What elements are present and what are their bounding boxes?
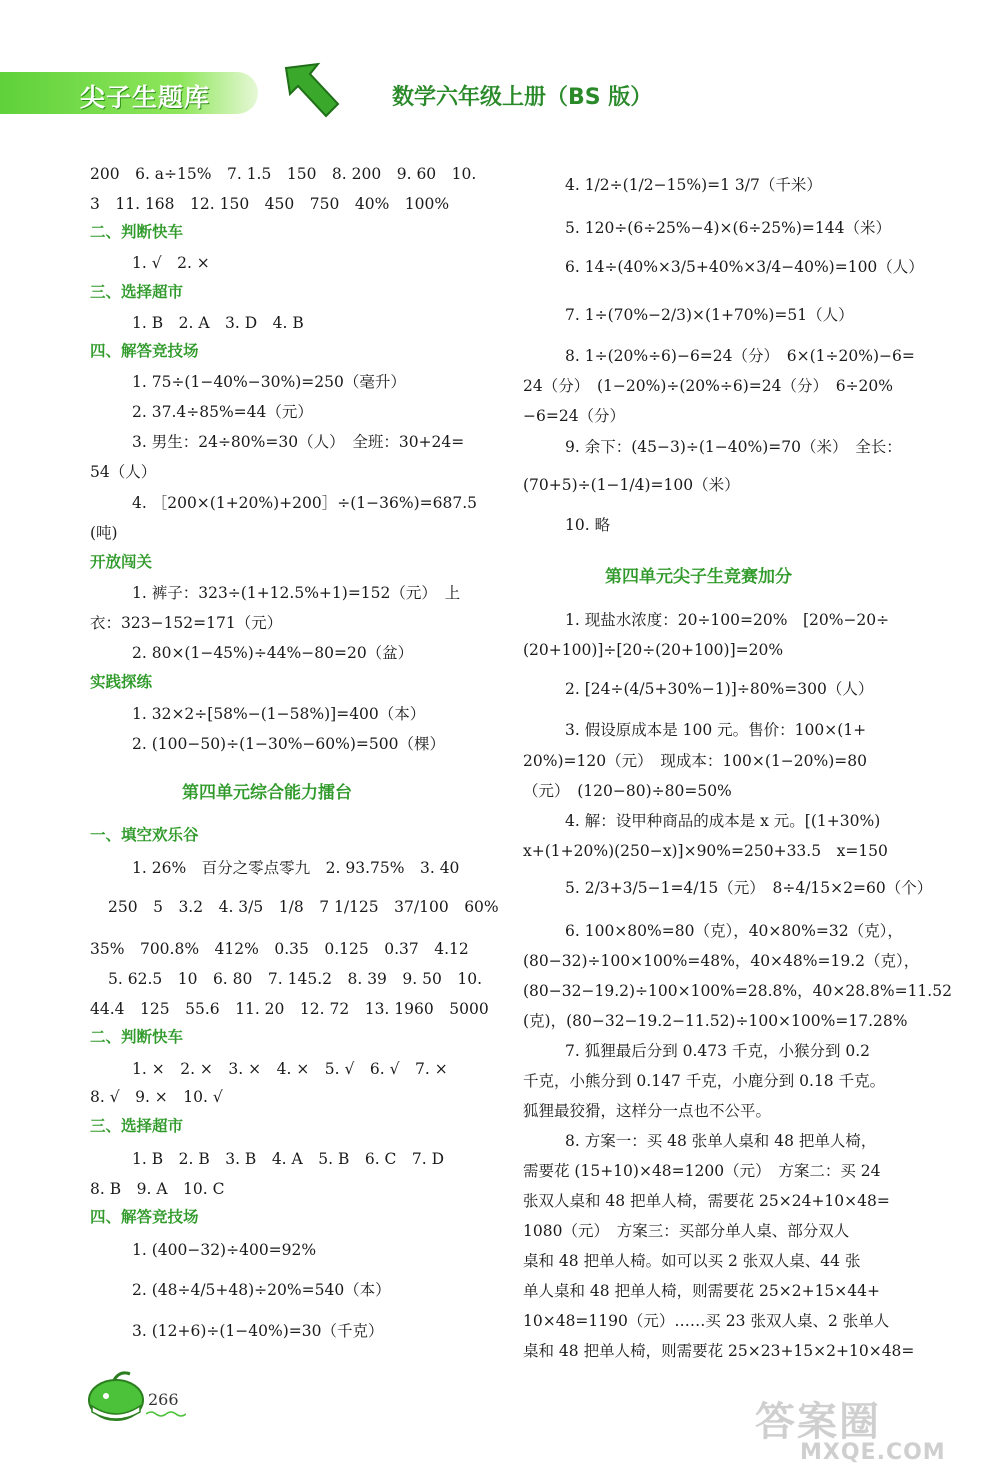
section-heading: 三、选择超市 bbox=[90, 283, 184, 301]
answer-line: （元） (120−80)÷80=50% bbox=[523, 782, 732, 800]
answer-line: 张双人桌和 48 把单人椅，需要花 25×24+10×48= bbox=[523, 1192, 890, 1210]
answer-line: 1. B 2. B 3. B 4. A 5. B 6. C 7. D bbox=[132, 1150, 445, 1168]
answer-line: 8. 方案一：买 48 张单人桌和 48 把单人椅， bbox=[565, 1132, 877, 1150]
answer-line: 4. 1/2÷(1/2−15%)=1 3/7（千米） bbox=[565, 176, 822, 194]
section-heading: 四、解答竞技场 bbox=[90, 1208, 199, 1226]
answer-line: 3. 假设原成本是 100 元。售价：100×(1+ bbox=[565, 721, 867, 739]
answer-line: 狐狸最狡猾，这样分一点也不公平。 bbox=[523, 1102, 772, 1120]
chapter-title: 第四单元尖子生竞赛加分 bbox=[605, 567, 792, 587]
answer-line: 35% 700.8% 412% 0.35 0.125 0.37 4.12 bbox=[90, 940, 469, 958]
answer-line: 10×48=1190（元）……买 23 张双人桌、2 张单人 bbox=[523, 1312, 890, 1330]
answer-line: 9. 余下：(45−3)÷(1−40%)=70（米） 全长： bbox=[565, 438, 902, 456]
brand-label: 尖子生题库 bbox=[80, 83, 211, 112]
answer-line: (20+100)]÷[20÷(20+100)]=20% bbox=[523, 641, 784, 659]
chapter-title: 第四单元综合能力擂台 bbox=[182, 783, 352, 803]
answer-line: 1. (400−32)÷400=92% bbox=[132, 1241, 317, 1259]
answer-line: 2. 37.4÷85%=44（元） bbox=[132, 403, 313, 421]
answer-line: 7. 狐狸最后分到 0.473 千克，小猴分到 0.2 bbox=[565, 1042, 871, 1060]
answer-line: 4. 解：设甲种商品的成本是 x 元。[(1+30%) bbox=[565, 812, 881, 830]
answer-line: 衣：323−152=171（元） bbox=[90, 614, 283, 632]
wave-icon bbox=[146, 1410, 186, 1418]
answer-line: 5. 62.5 10 6. 80 7. 145.2 8. 39 9. 50 10. bbox=[108, 970, 483, 988]
answer-line: 6. 14÷(40%×3/5+40%×3/4−40%)=100（人） bbox=[565, 258, 924, 276]
answer-line: 1. √ 2. × bbox=[132, 254, 210, 272]
answer-line: 1. 26% 百分之零点零九 2. 93.75% 3. 40 bbox=[132, 859, 460, 877]
answer-line: (80−32−19.2)÷100×100%=28.8%，40×28.8%=11.52 bbox=[523, 982, 952, 1000]
section-heading: 二、判断快车 bbox=[90, 1028, 184, 1046]
section-heading: 开放闯关 bbox=[90, 553, 153, 571]
answer-line: 8. 1÷(20%÷6)−6=24（分） 6×(1÷20%)−6= bbox=[565, 347, 915, 365]
section-heading: 二、判断快车 bbox=[90, 223, 184, 241]
answer-line: −6=24（分） bbox=[523, 407, 626, 425]
answer-line: 7. 1÷(70%−2/3)×(1+70%)=51（人） bbox=[565, 306, 854, 324]
section-heading: 一、填空欢乐谷 bbox=[90, 826, 199, 844]
answer-line: 20%)=120（元） 现成本：100×(1−20%)=80 bbox=[523, 752, 867, 770]
section-heading: 三、选择超市 bbox=[90, 1117, 184, 1135]
answer-line: 3. 男生：24÷80%=30（人） 全班：30+24= bbox=[132, 433, 465, 451]
answer-line: 3 11. 168 12. 150 450 750 40% 100% bbox=[90, 195, 450, 213]
answer-line: 6. 100×80%=80（克），40×80%=32（克）， bbox=[565, 922, 903, 940]
answer-line: 54（人） bbox=[90, 463, 157, 481]
answer-line: (80−32)÷100×100%=48%，40×48%=19.2（克）， bbox=[523, 952, 920, 970]
answer-line: 2. [24÷(4/5+30%−1)]÷80%=300（人） bbox=[565, 680, 874, 698]
arrow-icon bbox=[282, 62, 342, 118]
answer-line: 24（分） (1−20%)÷(20%÷6)=24（分） 6÷20% bbox=[523, 377, 894, 395]
mascot-icon bbox=[86, 1368, 152, 1424]
answer-line: 桌和 48 把单人椅，则需要花 25×23+15×2+10×48= bbox=[523, 1342, 915, 1360]
answer-line: (吨) bbox=[90, 524, 118, 542]
watermark: 答案圈 bbox=[755, 1399, 881, 1445]
answer-line: 单人桌和 48 把单人椅，则需要花 25×2+15×44+ bbox=[523, 1282, 880, 1300]
page-number: 266 bbox=[148, 1390, 179, 1409]
answer-line: 1. 32×2÷[58%−(1−58%)]=400（本） bbox=[132, 705, 426, 723]
answer-line: 桌和 48 把单人椅。如可以买 2 张双人桌、44 张 bbox=[523, 1252, 861, 1270]
answer-line: 44.4 125 55.6 11. 20 12. 72 13. 1960 5000 bbox=[90, 1000, 489, 1018]
answer-line: 1. 75÷(1−40%−30%)=250（毫升） bbox=[132, 373, 406, 391]
answer-line: 2. (100−50)÷(1−30%−60%)=500（棵） bbox=[132, 735, 445, 753]
section-heading: 实践探练 bbox=[90, 673, 153, 691]
answer-line: 200 6. a÷15% 7. 1.5 150 8. 200 9. 60 10. bbox=[90, 165, 477, 183]
answer-line: 5. 2/3+3/5−1=4/15（元） 8÷4/15×2=60（个） bbox=[565, 879, 933, 897]
answer-line: 1. 现盐水浓度：20÷100=20% [20%−20÷ bbox=[565, 611, 890, 629]
answer-line: 10. 略 bbox=[565, 516, 611, 534]
answer-line: 3. (12+6)÷(1−40%)=30（千克） bbox=[132, 1322, 384, 1340]
answer-line: 5. 120÷(6÷25%−4)×(6÷25%)=144（米） bbox=[565, 219, 891, 237]
brand-tag bbox=[0, 72, 258, 114]
answer-line: x+(1+20%)(250−x)]×90%=250+33.5 x=150 bbox=[523, 842, 888, 860]
answer-line: (70+5)÷(1−1/4)=100（米） bbox=[523, 476, 740, 494]
answer-line: 8. B 9. A 10. C bbox=[90, 1180, 225, 1198]
book-title: 数学六年级上册（BS 版） bbox=[392, 85, 653, 110]
answer-line: 250 5 3.2 4. 3/5 1/8 7 1/125 37/100 60% bbox=[108, 898, 499, 916]
answer-line: 1. × 2. × 3. × 4. × 5. √ 6. √ 7. × bbox=[132, 1060, 448, 1078]
answer-line: 需要花 (15+10)×48=1200（元） 方案二：买 24 bbox=[523, 1162, 881, 1180]
answer-line: 1. B 2. A 3. D 4. B bbox=[132, 314, 304, 332]
answer-line: 4. ［200×(1+20%)+200］÷(1−36%)=687.5 bbox=[132, 494, 477, 512]
answer-line: (克)，(80−32−19.2−11.52)÷100×100%=17.28% bbox=[523, 1012, 908, 1030]
answer-line: 2. (48÷4/5+48)÷20%=540（本） bbox=[132, 1281, 391, 1299]
watermark-url: MXQE.COM bbox=[800, 1440, 946, 1465]
answer-line: 千克，小熊分到 0.147 千克，小鹿分到 0.18 千克。 bbox=[523, 1072, 886, 1090]
section-heading: 四、解答竞技场 bbox=[90, 342, 199, 360]
answer-line: 1. 裤子：323÷(1+12.5%+1)=152（元） 上 bbox=[132, 584, 461, 602]
answer-line: 2. 80×(1−45%)÷44%−80=20（盆） bbox=[132, 644, 414, 662]
answer-line: 1080（元） 方案三：买部分单人桌、部分双人 bbox=[523, 1222, 850, 1240]
answer-line: 8. √ 9. × 10. √ bbox=[90, 1088, 223, 1106]
